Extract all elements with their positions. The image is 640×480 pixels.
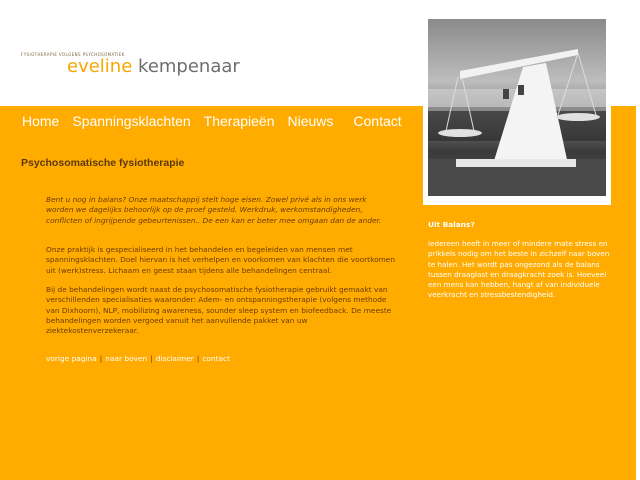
link-contact[interactable]: contact xyxy=(202,354,230,363)
footer-links xyxy=(46,354,230,363)
body-paragraph-2: Bij de behandelingen wordt naast de psychosomatische fysiotherapie gebruikt gemaakt van verschillenden specialisaties waaronder: Adem- en ontspanningstherapie (volgens methode van Dixhoorn), NLP, mobilizing awareness, sounder sleep system en biofeedback. De meeste behandelingen worden vergoed vanuit het aanvullende pakket van uw ziektekostenverzekeraar. xyxy=(46,285,392,336)
nav-spanningsklachten[interactable]: Spanningsklachten xyxy=(72,113,191,129)
nav-contact[interactable]: Contact xyxy=(353,113,402,129)
tagline: FYSIOTHERAPIE VOLGENS PSYCHOSOMATIEK xyxy=(21,52,125,57)
nav-nieuws[interactable]: Nieuws xyxy=(287,113,334,129)
link-naar-boven[interactable]: naar boven xyxy=(105,354,148,363)
brand-last-name: kempenaar xyxy=(138,56,240,77)
link-vorige-pagina[interactable]: vorige pagina xyxy=(46,354,97,363)
sidebar-text: Iedereen heeft in meer of mindere mate stress en prikkels nodig om het beste in zichzelf naar boven te halen. Het wordt pas ongezond als de balans tussen draaglast en draagkracht zoek is. Hoeveel een mens kan hebben, hangt af van individuele veerkracht en stressbestendigheid. xyxy=(428,239,610,300)
nav-home[interactable]: Home xyxy=(22,113,60,129)
link-disclaimer[interactable]: disclaimer xyxy=(155,354,194,363)
logo-photos xyxy=(21,10,120,50)
footer-separator: | xyxy=(150,354,153,363)
brand-first-name: eveline xyxy=(67,56,133,77)
sidebar-title: Uit Balans? xyxy=(428,220,475,229)
main-nav xyxy=(22,113,415,129)
balance-scale-photo xyxy=(428,19,606,196)
brand-logo[interactable] xyxy=(67,56,240,77)
right-edge xyxy=(636,0,640,480)
page-title: Psychosomatische fysiotherapie xyxy=(21,157,185,169)
nav-therapieen[interactable]: Therapieën xyxy=(203,113,275,129)
footer-separator: | xyxy=(99,354,103,363)
footer-separator: | xyxy=(196,354,200,363)
intro-paragraph: Bent u nog in balans? Onze maatschappij stelt hoge eisen. Zowel privé als in ons werk worden we dagelijks behoorlijk op de proef gesteld. Werkdruk, werkomstandigheden, conflicten of ingrijpende gebeurtenissen.. De een kan er beter mee omgaan dan de ander. xyxy=(46,195,382,225)
body-paragraph-1: Onze praktijk is gespecialiseerd in het behandelen en begeleiden van mensen met spanningsklachten. Doel hiervan is het verhelpen en voorkomen van klachten die voortkomen uit (werk)stress. Lichaam en geest staan tijdens alle behandelingen centraal. xyxy=(46,245,396,275)
